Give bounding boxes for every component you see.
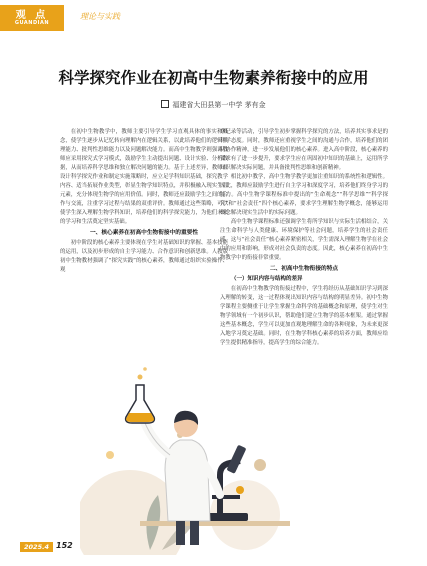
subsection-label: 理论与实践 — [80, 12, 120, 21]
page-header — [0, 0, 427, 36]
section-heading-2: 二、初高中生物衔接的特点 — [269, 266, 339, 272]
author-box-icon — [161, 100, 169, 108]
intro-paragraph: 在初中生物教学中，教师主要引导学生学习直观具体的事实和概念，使学生逐步从记忆转向理解内在逻辑关系，以此培养他们的逻辑推理能力、批判性思维能力以及问题解决能力。而高中生物教学则强调教师应采用探究式学习模式，鼓励学生主动提出问题、设计实验、分析数据，从而培养科学思维和独立解决问题的能力。基于上述差异，教师在设计科学探究作业和制定实施策略时，应立足学科知识基础，探究教学内容、适当拓展作业类型，彰显生物学知识特点，并积极融入现实生活元素，充分体现生物学的应用价值。同时，教师还应鼓励学生之间的合作与交流，注重学习过程与结果的双重评价。教师通过这些策略，可以使学生深入理解生物学科知识，培养他们的科学探究能力，为他们未来的学习和生活奠定坚实基础。 — [60, 129, 228, 225]
section-heading-1: 一、核心素养在初高中生物衔接中的重要性 — [89, 230, 199, 236]
left-column — [60, 128, 228, 275]
paragraph: 在初高中生物教学的衔接过程中，学生将经历从基础知识学习到深入理解的转变，这一过程体现出知识内容与结构的明显差异。初中生物学课程主要侧重于让学生掌握生命科学的基础概念和原理，使学生对生物学领域有一个初步认识，帮助他们建立生物学的基本框架。通过掌握这些基本概念，学生可以更加直观地理解生命的各种现象，为未来更深入地学习奠定基础。同时，在生物学科核心素养的培养方面，教师应给学生提供精准指导，提高学生的综合能力。 — [220, 286, 388, 346]
author-line — [0, 100, 427, 110]
page-number: 152 — [56, 541, 73, 550]
section-label-cn: 观 点 — [15, 10, 49, 21]
paragraph: 高中生物学课程标准还强调学生将所学知识与实际生活相结合，关注生命科学与人类健康、环境保护等社会问题，培养学生的社会责任感。这与“社会责任”核心素养紧密相关，学生需深入理解生物学在社会中的应用和影响，形成对社会负责的态度。因此，核心素养在初高中生物教学中的衔接非常重要。 — [220, 219, 388, 261]
paragraph: 察记录等活动，引导学生初步掌握科学探究的方法，培养其实事求是的科学态度。同时，教师还应重视学生之间的沟通与合作，培养他们的团队协作精神，进一步发展他们的核心素养。进入高中阶段，核心素养的要求有了进一步提升，要求学生应在巩固初中知识的基础上，运用所学知识解决实际问题，并具备批判性思维和创新精神。 — [220, 129, 388, 171]
author-text: 福建省大田县第一中学 茅有金 — [172, 101, 266, 109]
article-title: 科学探究作业在初高中生物素养衔接中的应用 — [58, 68, 369, 87]
subsection-heading: （一）知识内容与结构的差异 — [231, 276, 303, 282]
scientist-with-microscope-illustration-icon — [80, 345, 310, 555]
paragraph: 相比初中教学，高中生物学教学更加注重知识的系统性和逻辑性。因此，教师应鼓励学生进行自主学习和深度学习，培养他们终身学习的能力。高中生物学课程标准中提出的“生命观念”“科学思维”“科学探究”和“社会责任”四个核心素养，要求学生理解生物学概念，能够运用概念解决现实生活中的实际问题。 — [220, 174, 388, 216]
section-label-en: GUANDIAN — [14, 20, 50, 26]
right-column — [220, 128, 388, 348]
issue-date: 2025.4 — [20, 542, 53, 552]
paragraph: 初中阶段的核心素养主要体现在学生对基础知识的掌握、基本技能的运用，以及初步形成的自主学习能力、合作意识和创新思维。人教版初中生物教材强调了“探究实践”的核心素养，教师通过组织实验操作、观 — [60, 240, 228, 273]
